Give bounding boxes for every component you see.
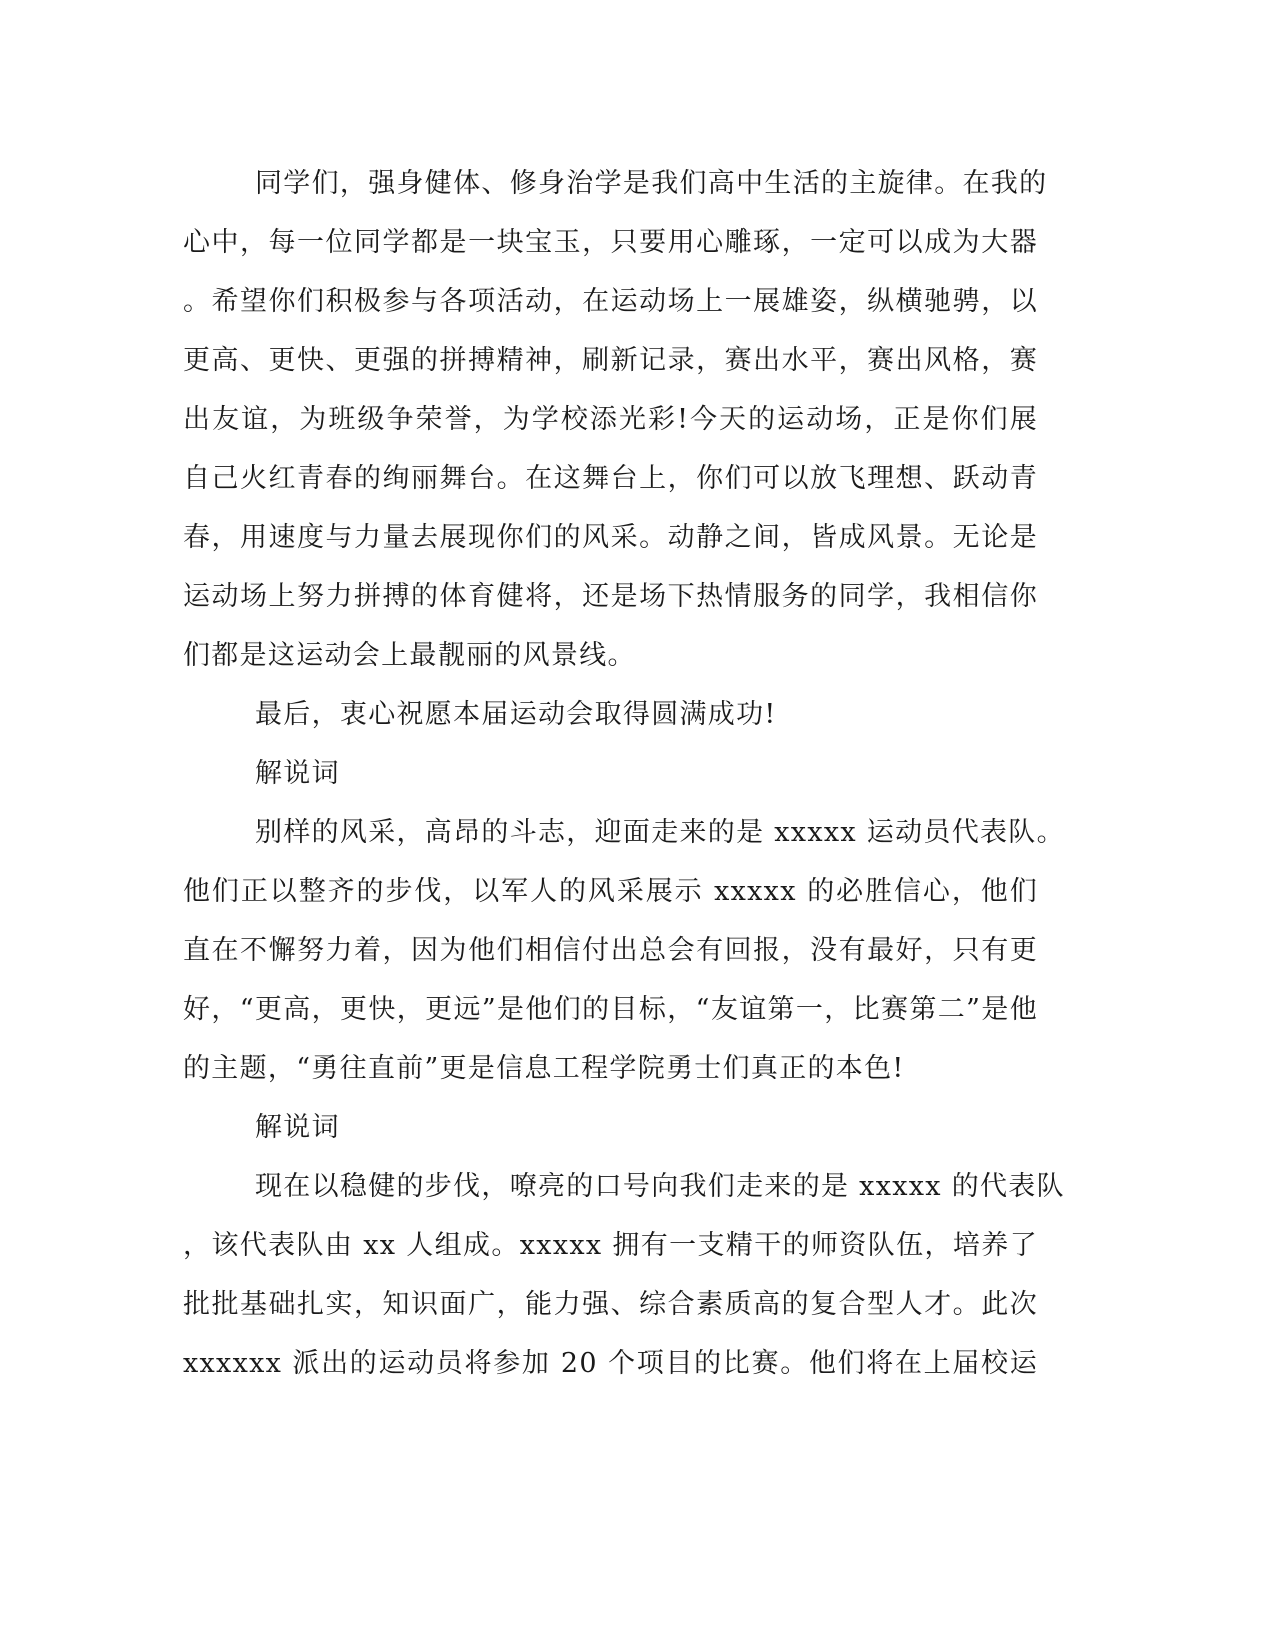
document-body — [183, 154, 1065, 1393]
paragraph-line: ，该代表队由 xx 人组成。xxxxx 拥有一支精干的师资队伍，培养了 — [183, 1230, 1038, 1261]
paragraph-line: 们都是这运动会上最靓丽的风景线。 — [183, 640, 636, 671]
section-heading: 解说词 — [255, 1112, 340, 1143]
paragraph-line: 。希望你们积极参与各项活动，在运动场上一展雄姿，纵横驰骋，以 — [183, 286, 1038, 317]
paragraph-line: 批批基础扎实，知识面广，能力强、综合素质高的复合型人才。此次 — [183, 1289, 1038, 1320]
paragraph-line: 自己火红青春的绚丽舞台。在这舞台上，你们可以放飞理想、跃动青 — [183, 463, 1038, 494]
paragraph-line: 春，用速度与力量去展现你们的风采。动静之间，皆成风景。无论是 — [183, 522, 1038, 553]
paragraph-line: 同学们，强身健体、修身治学是我们高中生活的主旋律。在我的 — [255, 168, 1048, 199]
paragraph-line: 现在以稳健的步伐，嘹亮的口号向我们走来的是 xxxxx 的代表队 — [255, 1171, 1065, 1202]
paragraph-line: 好，“更高，更快，更远”是他们的目标，“友谊第一，比赛第二”是他 — [183, 994, 1038, 1025]
paragraph-line: xxxxxx 派出的运动员将参加 20 个项目的比赛。他们将在上届校运 — [183, 1348, 1038, 1379]
paragraph-line: 出友谊，为班级争荣誉，为学校添光彩!今天的运动场，正是你们展 — [183, 404, 1038, 435]
paragraph-line: 心中，每一位同学都是一块宝玉，只要用心雕琢，一定可以成为大器 — [183, 227, 1038, 258]
paragraph-line: 最后，衷心祝愿本届运动会取得圆满成功! — [255, 699, 777, 730]
paragraph-line: 直在不懈努力着，因为他们相信付出总会有回报，没有最好，只有更 — [183, 935, 1038, 966]
paragraph-line: 更高、更快、更强的拼搏精神，刷新记录，赛出水平，赛出风格，赛 — [183, 345, 1038, 376]
section-heading: 解说词 — [255, 758, 340, 789]
paragraph-line: 的主题，“勇往直前”更是信息工程学院勇士们真正的本色! — [183, 1053, 905, 1084]
paragraph-line: 他们正以整齐的步伐，以军人的风采展示 xxxxx 的必胜信心，他们 — [183, 876, 1038, 907]
paragraph-line: 运动场上努力拼搏的体育健将，还是场下热情服务的同学，我相信你 — [183, 581, 1038, 612]
paragraph-line: 别样的风采，高昂的斗志，迎面走来的是 xxxxx 运动员代表队。 — [255, 817, 1065, 848]
